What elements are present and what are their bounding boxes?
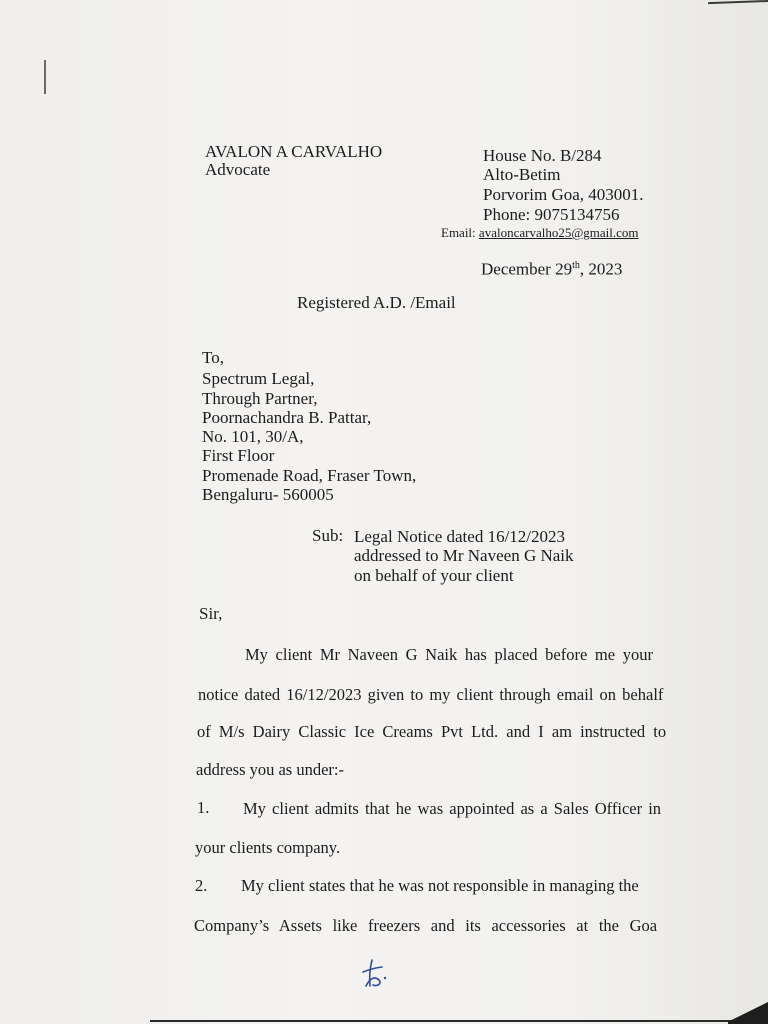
point-line: Company’s Assets like freezers and its accessories at the Goa: [194, 916, 658, 935]
subject-line: on behalf of your client: [354, 566, 514, 585]
sender-address-line2: Alto-Betim: [483, 165, 561, 184]
pen-mark: [44, 60, 46, 94]
point-number: 2.: [195, 876, 208, 895]
recipient-line: First Floor: [202, 446, 275, 465]
date-suffix: th: [572, 260, 580, 271]
point-line: your clients company.: [195, 838, 341, 857]
salutation: Sir,: [199, 604, 223, 623]
point-line: My client states that he was not responsible in managing the: [241, 876, 639, 895]
phone-number: 9075134756: [534, 205, 620, 224]
email-address: avaloncarvalho25@gmail.com: [478, 225, 639, 240]
date-year: , 2023: [579, 259, 623, 279]
recipient-line: Through Partner,: [202, 389, 318, 408]
recipient-to: To,: [202, 348, 224, 367]
subject-line: addressed to Mr Naveen G Naik: [354, 546, 574, 565]
email-label: Email:: [441, 225, 476, 240]
sender-address-line1: House No. B/284: [483, 146, 602, 165]
point-line: My client admits that he was appointed as a Sales Officer in: [243, 799, 662, 818]
recipient-line: Poornachandra B. Pattar,: [202, 408, 372, 427]
delivery-mode: Registered A.D. /Email: [297, 293, 456, 312]
recipient-line: No. 101, 30/A,: [202, 427, 304, 446]
intro-line: notice dated 16/12/2023 given to my client through email on behalf: [198, 685, 664, 704]
sender-address-line3: Porvorim Goa, 403001.: [483, 185, 644, 204]
paper-edge-bottom: [150, 1020, 768, 1022]
recipient-line: Promenade Road, Fraser Town,: [202, 466, 417, 485]
date-prefix: December 29: [481, 259, 573, 279]
sender-email: [441, 223, 639, 243]
phone-label: Phone:: [483, 205, 531, 224]
intro-line: address you as under:-: [196, 760, 345, 779]
sender-title: Advocate: [205, 160, 271, 179]
paper-edge-top: [708, 0, 768, 4]
subject-label: Sub:: [312, 526, 344, 545]
sender-name: AVALON A CARVALHO: [205, 142, 383, 161]
subject-line: Legal Notice dated 16/12/2023: [354, 527, 566, 546]
recipient-line: Spectrum Legal,: [202, 369, 315, 388]
intro-line: My client Mr Naveen G Naik has placed before me your: [245, 645, 653, 664]
initial-signature-mark: [360, 956, 390, 992]
sender-phone: [483, 205, 619, 225]
paper-corner-shadow: [728, 1002, 768, 1024]
recipient-line: Bengaluru- 560005: [202, 485, 334, 504]
point-number: 1.: [197, 798, 210, 817]
letter-date: [481, 256, 622, 280]
intro-line: of M/s Dairy Classic Ice Creams Pvt Ltd. and I am instructed to: [197, 722, 667, 741]
